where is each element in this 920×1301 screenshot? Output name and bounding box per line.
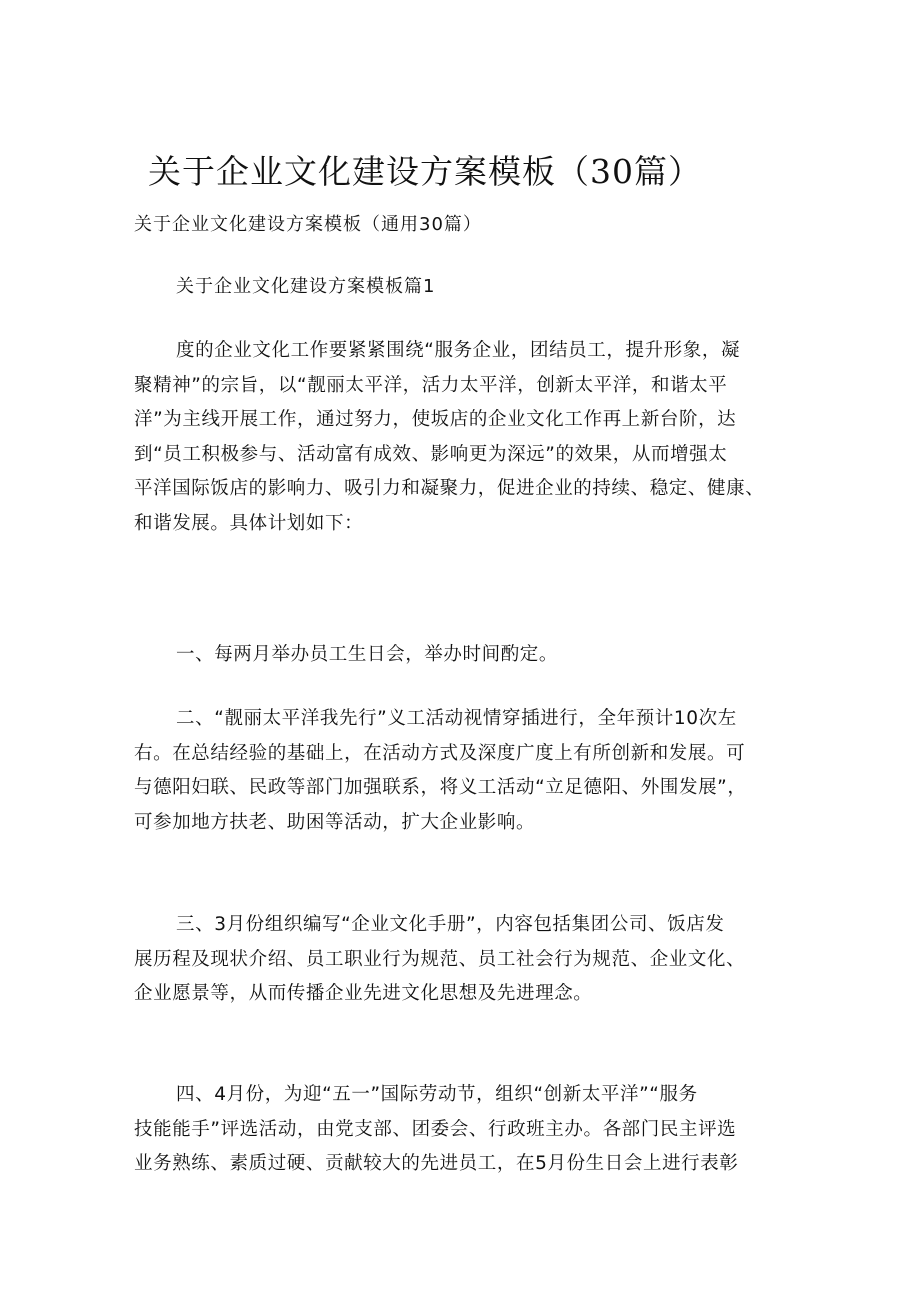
document-title: 关于企业文化建设方案模板（30篇） [148,152,702,191]
text-line: 业务熟练、素质过硬、贡献较大的先进员工，在5月份生日会上进行表彰 [134,1153,739,1174]
text-line: 洋”为主线开展工作，通过努力，使坂店的企业文化工作再上新台阶，达 [134,409,737,430]
paragraph-item-3 [134,908,794,1012]
text-line: 和谐发展。具体计划如下： [134,512,364,534]
text-line: 到“员工积极参与、活动富有成效、影响更为深远”的效果，从而增强太 [134,443,728,465]
text-line: 四、4月份，为迎“五一”国际劳动节，组织“创新太平洋”“服务 [176,1084,698,1105]
text-line: 与德阳妇联、民政等部门加强联系，将义工活动“立足德阳、外围发展”， [134,777,747,798]
text-line: 企业愿景等，从而传播企业先进文化思想及先进理念。 [134,983,593,1004]
text-line: 二、“靓丽太平洋我先行”义工活动视情穿插进行，全年预计10次左 [176,708,737,729]
text-line: 展历程及现状介绍、员工职业行为规范、员工社会行为规范、企业文化、 [134,948,746,970]
text-line: 技能能手”评选活动，由党支部、团委会、行政班主办。各部门民主评选 [134,1118,737,1140]
paragraph-item-2 [134,702,794,840]
text-line: 聚精神”的宗旨，以“靓丽太平洋，活力太平洋，创新太平洋，和谐太平 [134,374,728,396]
paragraph-item-4 [134,1078,794,1182]
text-line: 度的企业文化工作要紧紧围绕“服务企业，团结员工，提升形象，凝 [176,340,741,361]
document-subtitle: 关于企业文化建设方案模板（通用30篇） [134,214,482,235]
paragraph-item-1 [134,638,794,673]
text-line: 平洋国际饭店的影响力、吸引力和凝聚力，促进企业的持续、稳定、健康、 [134,478,765,499]
text-line: 右。在总结经验的基础上，在活动方式及深度广度上有所创新和发展。可 [134,742,746,764]
paragraph-intro [134,334,794,541]
text-line: 一、每两月举办员工生日会，举办时间酌定。 [176,644,559,665]
text-line: 三、3月份组织编写“企业文化手册”，内容包括集团公司、饭店发 [176,914,725,935]
section-heading: 关于企业文化建设方案模板篇1 [176,276,436,297]
text-line: 可参加地方扶老、助困等活动，扩大企业影响。 [134,811,536,833]
